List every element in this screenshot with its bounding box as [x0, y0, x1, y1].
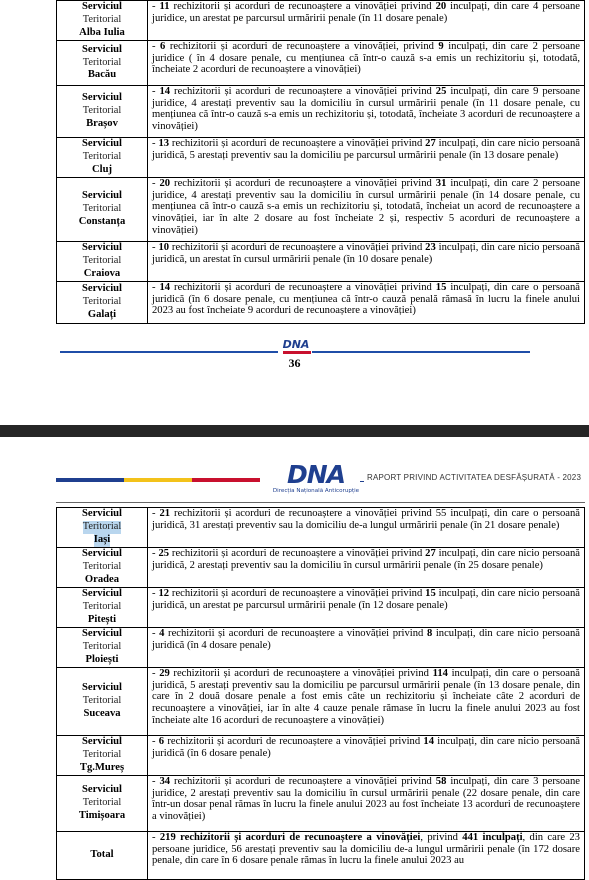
- flag-stripe-yellow: [124, 478, 192, 482]
- page-number: 36: [288, 356, 301, 370]
- city-name: Tg.Mureș: [79, 761, 125, 773]
- description-segment: inculpați, din care nicio persoană juridică (în 6 dosare penale): [152, 736, 581, 759]
- description-segment: -: [152, 282, 160, 293]
- city-name: Craiova: [83, 267, 121, 279]
- description-segment: -: [152, 776, 160, 787]
- description-segment: 25: [158, 548, 170, 559]
- territorial-label: Teritorial: [82, 601, 122, 613]
- service-cell: [57, 178, 148, 242]
- table-row: [57, 588, 585, 628]
- table-row: [57, 832, 585, 880]
- service-label: Serviciul: [81, 138, 123, 150]
- description-segment: inculpați, din care 2 persoane juridice, 4 arestați preventiv sau la domiciliu în cursul urmăririi penale (în 14 dosare penale, cu mențiunea că într-o cauză s-a emis un rechizitoriu și, totodată, încheiat un acord de recunoaștere a vinovăției, iar în alte 2 dosare au fost încheiate 2 și, respectiv 5 acorduri de recunoaștere a vinovăției): [152, 178, 580, 236]
- description-segment: rechizitorii și acorduri de recunoaștere a vinovăției privind: [169, 1, 436, 12]
- description-segment: inculpați, din care nicio persoană juridică, un arestat pe parcursul urmăririi penale (în 12 dosare penale): [152, 588, 580, 611]
- service-label: Serviciul: [81, 242, 123, 254]
- description-segment: , privind: [420, 832, 463, 843]
- table-row: [57, 282, 585, 324]
- table-row: [57, 668, 585, 736]
- page-footer: [0, 335, 589, 375]
- description-segment: -: [152, 86, 160, 97]
- description-segment: 27: [425, 138, 436, 149]
- description-segment: inculpați, din care 9 persoane juridice, 4 arestați preventiv sau la domiciliu în cursul urmăririi penale (în 11 dosare penale, cu mențiunea că într-o cauză s-a emis un rechizitoriu și, totodată, încheiate 3 acorduri de recunoaștere a vinovăției): [152, 86, 580, 133]
- service-cell: [57, 41, 148, 86]
- description-segment: 9: [438, 41, 444, 52]
- description-segment: inculpați, din care o persoană juridică (în 6 dosare penale, cu mențiunea că într-o cauză penală rămasă în lucru la finele anului 2023 au fost încheiate 9 acorduri de recunoaștere a vinovăției): [152, 282, 580, 317]
- table-row: [57, 548, 585, 588]
- description-segment: rechizitorii și acorduri de recunoaștere a vinovăției, privind: [165, 41, 439, 52]
- description-segment: 14: [159, 86, 171, 97]
- description-segment: rechizitorii și acorduri de recunoaștere a vinovăției privind: [169, 242, 426, 253]
- city-name: Suceava: [83, 707, 121, 719]
- description-segment: 21: [159, 508, 171, 519]
- results-description: [148, 86, 585, 138]
- total-label: Total: [90, 849, 114, 861]
- description-segment: 11: [159, 1, 170, 12]
- results-description: [148, 178, 585, 242]
- description-segment: -: [152, 736, 159, 747]
- service-cell: [57, 668, 148, 736]
- prosecution-results-table-page-1: [56, 0, 585, 324]
- service-label: Serviciul: [81, 588, 123, 600]
- results-description: [148, 776, 585, 832]
- service-cell: [57, 588, 148, 628]
- table-body: [57, 1, 585, 324]
- description-segment: rechizitorii și acorduri de recunoaștere a vinovăției privind: [170, 178, 436, 189]
- description-segment: -: [152, 508, 160, 519]
- results-description: [148, 736, 585, 776]
- city-name: Galați: [87, 308, 117, 320]
- territorial-label: Teritorial: [82, 749, 122, 761]
- description-segment: 4: [159, 628, 165, 639]
- description-segment: inculpați, din care nicio persoană juridică (în 4 dosare penale): [152, 628, 580, 651]
- service-cell: [57, 736, 148, 776]
- description-segment: 8: [426, 628, 433, 639]
- description-segment: 6: [160, 41, 166, 52]
- description-segment: 20: [159, 178, 171, 189]
- service-cell: [57, 832, 148, 880]
- service-cell: [57, 242, 148, 282]
- city-name: Alba Iulia: [79, 26, 125, 38]
- service-label: Serviciul: [81, 548, 123, 560]
- description-segment: rechizitorii și acorduri de recunoaștere a vinovăției privind: [170, 282, 436, 293]
- service-label: Serviciul: [81, 283, 123, 295]
- document-page-1: [0, 0, 589, 425]
- description-segment: 13: [158, 138, 170, 149]
- description-segment: -: [152, 41, 161, 52]
- table-row: [57, 41, 585, 86]
- service-cell: [57, 86, 148, 138]
- territorial-label: Teritorial: [82, 296, 122, 308]
- territorial-label: Teritorial: [82, 203, 122, 215]
- description-segment: rechizitorii și acorduri de recunoaștere a vinovăției privind: [164, 628, 427, 639]
- page-separator: [0, 425, 589, 437]
- results-description: [148, 242, 585, 282]
- description-segment: -: [152, 138, 159, 149]
- service-label: Serviciul: [81, 43, 123, 55]
- description-segment: inculpați, din care nicio persoană juridică, un arestat în cursul urmăririi penale (în 10 dosare penale): [152, 242, 580, 265]
- description-segment: -: [152, 1, 160, 12]
- report-title: RAPORT PRIVIND ACTIVITATEA DESFĂȘURATĂ - 2023: [367, 473, 582, 482]
- description-segment: inculpați, din care 4 persoane juridice, un arestat pe parcursul urmăririi penale (în 11 dosare penale): [152, 1, 581, 24]
- city-name: Constanța: [78, 215, 126, 227]
- service-cell: [57, 1, 148, 41]
- description-segment: rechizitorii și acorduri de recunoaștere a vinovăției privind 55 inculpați, din care o persoană juridică, 31 arestați preventiv sau la domiciliu de-a lungul urmăririi penale (în 21 dosare penale): [152, 508, 580, 531]
- service-cell: [57, 282, 148, 324]
- table-row: [57, 138, 585, 178]
- footer-rule-right: [312, 351, 530, 353]
- city-name: Pitești: [87, 613, 117, 625]
- description-segment: 34: [159, 776, 171, 787]
- results-description: [148, 628, 585, 668]
- description-segment: -: [152, 628, 160, 639]
- description-segment: 29: [159, 668, 170, 679]
- results-description: [148, 1, 585, 41]
- description-segment: 31: [435, 178, 447, 189]
- description-segment: 114: [432, 668, 448, 679]
- description-segment: rechizitorii și acorduri de recunoaștere a vinovăției privind: [164, 736, 424, 747]
- description-segment: 6: [158, 736, 165, 747]
- results-description: [148, 508, 585, 548]
- territorial-label: Teritorial: [82, 797, 122, 809]
- results-description: [148, 832, 585, 880]
- city-name: Bacău: [87, 69, 117, 81]
- description-segment: rechizitorii și acorduri de recunoaștere a vinovăției privind: [170, 776, 436, 787]
- territorial-label: Teritorial: [82, 151, 122, 163]
- description-segment: 14: [423, 736, 435, 747]
- service-cell: [57, 548, 148, 588]
- city-name: Brașov: [86, 117, 118, 129]
- service-label: Serviciul: [81, 1, 123, 13]
- description-segment: 58: [435, 776, 447, 787]
- description-segment: 20: [435, 1, 447, 12]
- city-name: Timișoara: [78, 809, 126, 821]
- description-segment: -: [152, 242, 159, 253]
- description-segment: -: [152, 548, 159, 559]
- description-segment: -: [152, 178, 160, 189]
- document-page-2: [0, 437, 589, 875]
- table-row: [57, 736, 585, 776]
- description-segment: 12: [158, 588, 170, 599]
- description-segment: inculpați, din care 2 persoane juridice ( în 4 dosare penale, cu mențiunea că într-o cauză s-a emis un rechizitoriu și, totodată, încheiate 2 acorduri de recunoaștere a vinovăției): [152, 41, 581, 76]
- description-segment: 25: [435, 86, 447, 97]
- service-label: Serviciul: [81, 628, 123, 640]
- description-segment: 23: [425, 242, 436, 253]
- results-description: [148, 668, 585, 736]
- city-name: Iași: [93, 533, 111, 545]
- description-segment: 27: [425, 548, 436, 559]
- service-label: Serviciul: [81, 682, 123, 694]
- description-segment: 10: [158, 242, 170, 253]
- description-segment: inculpați, din care nicio persoană juridică, 2 arestați preventiv sau la domiciliu în cursul urmăririi penale (în 25 dosare penale): [152, 548, 580, 571]
- description-segment: rechizitorii și acorduri de recunoaștere a vinovăției privind: [169, 138, 426, 149]
- dna-logo-subtitle: Direcția Națională Anticorupție: [272, 488, 360, 494]
- table-row: [57, 628, 585, 668]
- territorial-label: Teritorial: [82, 521, 122, 533]
- territorial-label: Teritorial: [82, 105, 122, 117]
- table-body: [57, 508, 585, 880]
- page-header: [0, 459, 589, 499]
- results-description: [148, 41, 585, 86]
- service-label: Serviciul: [81, 190, 123, 202]
- results-description: [148, 588, 585, 628]
- description-segment: -: [152, 668, 160, 679]
- territorial-label: Teritorial: [82, 255, 122, 267]
- description-segment: rechizitorii și acorduri de recunoaștere a vinovăției privind: [170, 86, 436, 97]
- city-name: Cluj: [91, 163, 112, 175]
- territorial-label: Teritorial: [82, 641, 122, 653]
- city-name: Oradea: [84, 573, 120, 585]
- dna-logo-small: DNA: [282, 338, 310, 351]
- description-segment: 15: [435, 282, 447, 293]
- description-segment: rechizitorii și acorduri de recunoaștere a vinovăției privind: [169, 668, 433, 679]
- service-label: Serviciul: [81, 92, 123, 104]
- table-row: [57, 242, 585, 282]
- territorial-label: Teritorial: [82, 695, 122, 707]
- footer-logo-accent: [283, 351, 311, 354]
- table-row: [57, 1, 585, 41]
- table-row: [57, 178, 585, 242]
- description-segment: , din care 23 persoane juridice, 56 arestați preventiv sau la domiciliu de-a lungul urmăririi penale (în 172 dosare penale, din care în 6 dosare penale rămas în lucru la finele anului 2023 au: [152, 832, 580, 867]
- description-segment: 14: [159, 282, 171, 293]
- description-segment: 15: [425, 588, 436, 599]
- description-segment: 219 rechizitorii și acorduri de recunoaștere a vinovăției: [159, 832, 421, 843]
- results-description: [148, 282, 585, 324]
- description-segment: rechizitorii și acorduri de recunoaștere a vinovăției privind: [169, 588, 426, 599]
- results-description: [148, 138, 585, 178]
- service-cell: [57, 508, 148, 548]
- description-segment: inculpați, din care nicio persoană juridică, 5 arestați preventiv sau la domiciliu pe parcursul urmăririi penale (în 13 dosare penale): [152, 138, 580, 161]
- territorial-label: Teritorial: [82, 14, 122, 26]
- description-segment: 441 inculpați: [462, 832, 523, 843]
- service-label: Serviciul: [81, 784, 123, 796]
- header-divider: [360, 481, 364, 482]
- flag-stripe-red: [192, 478, 260, 482]
- description-segment: inculpați, din care 3 persoane juridice, 2 arestați preventiv sau la domiciliu în cursul urmăririi penale (22 dosare penale, din care într-un dosar penal rămas în lucru la finele anului 2023 au fost încheiate 13 acorduri de recunoaștere a vinovăției): [152, 776, 580, 823]
- service-cell: [57, 138, 148, 178]
- description-segment: rechizitorii și acorduri de recunoaștere a vinovăției privind: [169, 548, 426, 559]
- description-segment: -: [152, 588, 159, 599]
- table-row: [57, 508, 585, 548]
- table-row: [57, 86, 585, 138]
- results-description: [148, 548, 585, 588]
- prosecution-results-table-page-2: [56, 507, 585, 880]
- service-label: Serviciul: [81, 508, 123, 520]
- footer-rule-left: [60, 351, 278, 353]
- table-row: [57, 776, 585, 832]
- service-cell: [57, 776, 148, 832]
- service-label: Serviciul: [81, 736, 123, 748]
- header-rule: [56, 502, 585, 503]
- service-cell: [57, 628, 148, 668]
- flag-stripe-blue: [56, 478, 124, 482]
- territorial-label: Teritorial: [82, 56, 122, 68]
- dna-logo: DNA: [286, 460, 346, 489]
- territorial-label: Teritorial: [82, 561, 122, 573]
- description-segment: inculpați, din care o persoană juridică, 5 arestați preventiv sau la domiciliu pe parcursul urmăririi penale (în 13 dosare penale, din care în 2 două dosare penale a fost emis câte un rechizitoriu și încheiate câte 2 acorduri de recunoaștere a vinovăției, iar în alte 4 cauze penale rămase în lucru la finele anului 2023 au fost încheiate alte 16 acorduri de recunoaștere a vinovăției): [152, 668, 581, 726]
- description-segment: -: [152, 832, 160, 843]
- city-name: Ploiești: [85, 653, 119, 665]
